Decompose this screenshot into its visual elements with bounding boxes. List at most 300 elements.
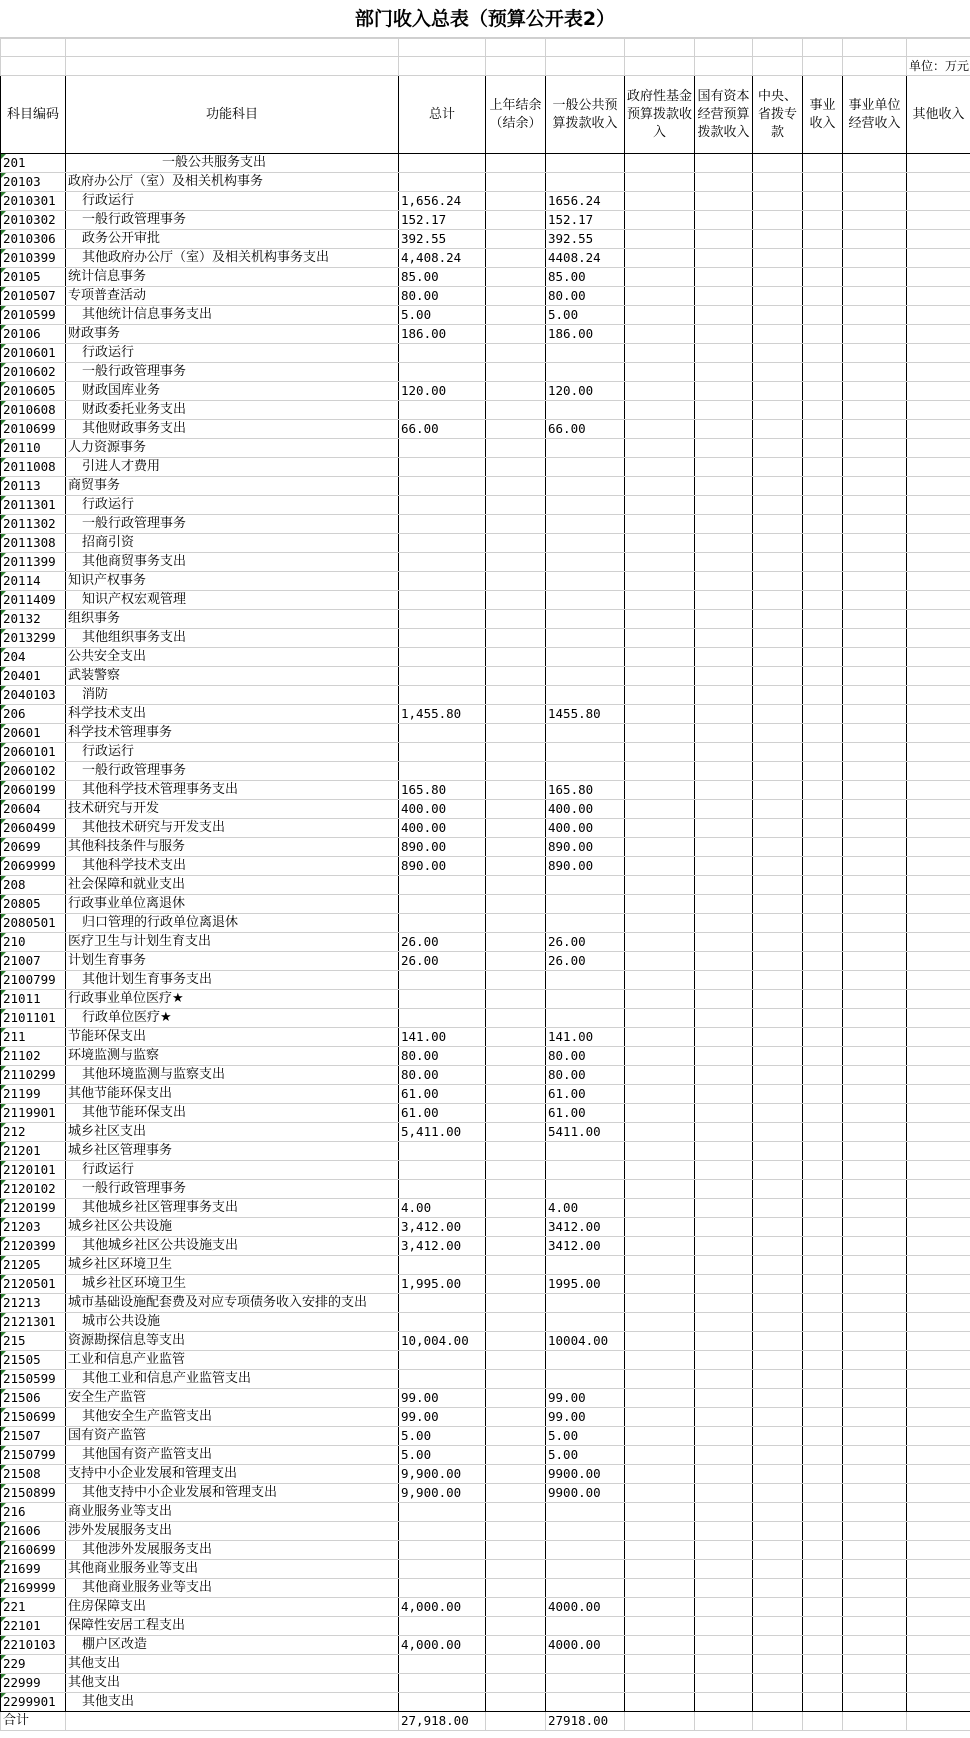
row-total: 4,000.00 xyxy=(399,1598,486,1617)
row-empty-cell xyxy=(803,192,843,211)
row-code: 2060499 xyxy=(1,819,66,838)
row-carryover xyxy=(486,1180,546,1199)
row-empty-cell xyxy=(843,1465,907,1484)
row-name: 行政事业单位医疗★ xyxy=(66,990,399,1009)
row-total xyxy=(399,496,486,515)
row-empty-cell xyxy=(907,192,970,211)
row-empty-cell xyxy=(753,1503,803,1522)
row-empty-cell xyxy=(803,648,843,667)
row-name: 其他安全生产监管支出 xyxy=(66,1408,399,1427)
row-empty-cell xyxy=(753,705,803,724)
row-empty-cell xyxy=(803,781,843,800)
row-code: 2210103 xyxy=(1,1636,66,1655)
row-empty-cell xyxy=(753,743,803,762)
row-carryover xyxy=(486,1199,546,1218)
row-empty-cell xyxy=(843,192,907,211)
row-name: 其他涉外发展服务支出 xyxy=(66,1541,399,1560)
row-total xyxy=(399,1256,486,1275)
row-name: 其他节能环保支出 xyxy=(66,1104,399,1123)
row-empty-cell xyxy=(753,553,803,572)
row-empty-cell xyxy=(695,800,753,819)
row-carryover xyxy=(486,1047,546,1066)
row-carryover xyxy=(486,420,546,439)
row-empty-cell xyxy=(803,724,843,743)
row-empty-cell xyxy=(803,1351,843,1370)
row-total xyxy=(399,591,486,610)
row-name: 组织事务 xyxy=(66,610,399,629)
row-general-budget: 9900.00 xyxy=(546,1484,625,1503)
row-empty-cell xyxy=(843,1142,907,1161)
row-empty-cell xyxy=(695,781,753,800)
row-code: 2100799 xyxy=(1,971,66,990)
row-general-budget xyxy=(546,648,625,667)
row-total: 61.00 xyxy=(399,1104,486,1123)
row-empty-cell xyxy=(695,1313,753,1332)
row-empty-cell xyxy=(753,1142,803,1161)
header-function: 功能科目 xyxy=(66,76,399,154)
row-empty-cell xyxy=(803,1693,843,1712)
row-empty-cell xyxy=(625,1617,695,1636)
row-empty-cell xyxy=(907,325,970,344)
table-body xyxy=(1,154,970,1712)
row-empty-cell xyxy=(803,914,843,933)
table-row xyxy=(1,1313,970,1332)
row-total xyxy=(399,401,486,420)
header-gov-fund: 政府性基金预算拨款收入 xyxy=(625,76,695,154)
row-empty-cell xyxy=(843,249,907,268)
row-empty-cell xyxy=(695,1389,753,1408)
table-row xyxy=(1,211,970,230)
row-empty-cell xyxy=(753,857,803,876)
row-empty-cell xyxy=(695,838,753,857)
row-code: 2120101 xyxy=(1,1161,66,1180)
row-empty-cell xyxy=(695,1636,753,1655)
row-empty-cell xyxy=(803,1370,843,1389)
row-code: 2060101 xyxy=(1,743,66,762)
row-empty-cell xyxy=(843,952,907,971)
row-empty-cell xyxy=(907,268,970,287)
row-total xyxy=(399,439,486,458)
row-empty-cell xyxy=(625,268,695,287)
row-empty-cell xyxy=(753,1522,803,1541)
row-empty-cell xyxy=(695,857,753,876)
row-name: 行政运行 xyxy=(66,192,399,211)
row-empty-cell xyxy=(843,933,907,952)
row-total xyxy=(399,477,486,496)
row-empty-cell xyxy=(695,1180,753,1199)
row-empty-cell xyxy=(625,401,695,420)
row-general-budget xyxy=(546,154,625,173)
row-general-budget xyxy=(546,1351,625,1370)
row-name: 计划生育事务 xyxy=(66,952,399,971)
row-total: 80.00 xyxy=(399,287,486,306)
row-empty-cell xyxy=(625,496,695,515)
row-empty-cell xyxy=(843,1427,907,1446)
row-empty-cell xyxy=(843,1199,907,1218)
row-empty-cell xyxy=(907,667,970,686)
row-empty-cell xyxy=(907,249,970,268)
row-empty-cell xyxy=(695,1104,753,1123)
header-central-provincial: 中央、省拨专款 xyxy=(753,76,803,154)
row-total xyxy=(399,990,486,1009)
row-carryover xyxy=(486,496,546,515)
row-carryover xyxy=(486,876,546,895)
table-row xyxy=(1,952,970,971)
row-empty-cell xyxy=(907,344,970,363)
table-row xyxy=(1,1674,970,1693)
row-code: 21699 xyxy=(1,1560,66,1579)
row-code: 2080501 xyxy=(1,914,66,933)
row-name: 城市公共设施 xyxy=(66,1313,399,1332)
row-name: 统计信息事务 xyxy=(66,268,399,287)
row-empty-cell xyxy=(625,458,695,477)
row-carryover xyxy=(486,1294,546,1313)
header-state-capital: 国有资本经营预算拨款收入 xyxy=(695,76,753,154)
row-name: 行政单位医疗★ xyxy=(66,1009,399,1028)
row-empty-cell xyxy=(695,230,753,249)
row-empty-cell xyxy=(625,591,695,610)
row-general-budget xyxy=(546,1142,625,1161)
total-row xyxy=(1,1712,970,1731)
row-empty-cell xyxy=(695,895,753,914)
row-general-budget xyxy=(546,1161,625,1180)
total-label: 合计 xyxy=(1,1712,66,1731)
row-empty-cell xyxy=(907,1085,970,1104)
row-empty-cell xyxy=(843,1598,907,1617)
row-code: 20132 xyxy=(1,610,66,629)
row-empty-cell xyxy=(907,1598,970,1617)
row-total xyxy=(399,762,486,781)
row-empty-cell xyxy=(803,762,843,781)
row-name: 知识产权事务 xyxy=(66,572,399,591)
row-empty-cell xyxy=(625,1275,695,1294)
table-row xyxy=(1,629,970,648)
row-code: 20105 xyxy=(1,268,66,287)
row-name: 医疗卫生与计划生育支出 xyxy=(66,933,399,952)
row-name: 行政运行 xyxy=(66,344,399,363)
row-empty-cell xyxy=(843,344,907,363)
row-empty-cell xyxy=(753,496,803,515)
row-total: 99.00 xyxy=(399,1408,486,1427)
row-total: 890.00 xyxy=(399,838,486,857)
row-empty-cell xyxy=(625,914,695,933)
row-name: 一般行政管理事务 xyxy=(66,1180,399,1199)
row-empty-cell xyxy=(803,1446,843,1465)
row-total xyxy=(399,458,486,477)
row-empty-cell xyxy=(695,287,753,306)
row-carryover xyxy=(486,914,546,933)
row-name: 行政事业单位离退休 xyxy=(66,895,399,914)
row-empty-cell xyxy=(625,933,695,952)
row-empty-cell xyxy=(625,990,695,1009)
row-code: 2011399 xyxy=(1,553,66,572)
row-empty-cell xyxy=(803,553,843,572)
table-row xyxy=(1,1541,970,1560)
row-empty-cell xyxy=(843,667,907,686)
row-general-budget: 5.00 xyxy=(546,1427,625,1446)
row-empty-cell xyxy=(843,173,907,192)
row-empty-cell xyxy=(803,667,843,686)
header-business-income: 事业收入 xyxy=(803,76,843,154)
table-row xyxy=(1,401,970,420)
row-carryover xyxy=(486,1313,546,1332)
row-empty-cell xyxy=(803,420,843,439)
row-empty-cell xyxy=(695,344,753,363)
row-general-budget: 1995.00 xyxy=(546,1275,625,1294)
row-name: 安全生产监管 xyxy=(66,1389,399,1408)
row-empty-cell xyxy=(843,1028,907,1047)
row-empty-cell xyxy=(625,800,695,819)
row-empty-cell xyxy=(753,1541,803,1560)
row-empty-cell xyxy=(843,306,907,325)
row-carryover xyxy=(486,1465,546,1484)
table-row xyxy=(1,990,970,1009)
row-empty-cell xyxy=(753,1104,803,1123)
row-empty-cell xyxy=(843,401,907,420)
row-empty-cell xyxy=(695,306,753,325)
row-empty-cell xyxy=(753,971,803,990)
row-empty-cell xyxy=(803,211,843,230)
table-row xyxy=(1,857,970,876)
row-empty-cell xyxy=(625,325,695,344)
row-total xyxy=(399,1161,486,1180)
row-empty-cell xyxy=(753,1636,803,1655)
row-empty-cell xyxy=(803,800,843,819)
row-carryover xyxy=(486,1655,546,1674)
row-name: 技术研究与开发 xyxy=(66,800,399,819)
row-empty-cell xyxy=(803,382,843,401)
row-general-budget xyxy=(546,990,625,1009)
row-empty-cell xyxy=(695,572,753,591)
row-empty-cell xyxy=(803,1009,843,1028)
row-empty-cell xyxy=(907,230,970,249)
row-name: 棚户区改造 xyxy=(66,1636,399,1655)
row-empty-cell xyxy=(695,1009,753,1028)
row-empty-cell xyxy=(803,1579,843,1598)
row-empty-cell xyxy=(625,1389,695,1408)
table-row xyxy=(1,1123,970,1142)
row-empty-cell xyxy=(695,686,753,705)
row-empty-cell xyxy=(843,458,907,477)
row-carryover xyxy=(486,800,546,819)
table-row xyxy=(1,154,970,173)
row-code: 20604 xyxy=(1,800,66,819)
row-empty-cell xyxy=(753,1294,803,1313)
row-empty-cell xyxy=(695,1047,753,1066)
row-empty-cell xyxy=(753,914,803,933)
row-total: 400.00 xyxy=(399,800,486,819)
row-name: 财政国库业务 xyxy=(66,382,399,401)
table-row xyxy=(1,363,970,382)
row-empty-cell xyxy=(803,876,843,895)
table-row xyxy=(1,1028,970,1047)
row-empty-cell xyxy=(753,268,803,287)
row-empty-cell xyxy=(753,686,803,705)
row-empty-cell xyxy=(625,876,695,895)
row-carryover xyxy=(486,534,546,553)
row-empty-cell xyxy=(803,1180,843,1199)
row-total xyxy=(399,743,486,762)
row-empty-cell xyxy=(625,724,695,743)
row-empty-cell xyxy=(843,287,907,306)
row-name: 城乡社区环境卫生 xyxy=(66,1256,399,1275)
row-code: 2011409 xyxy=(1,591,66,610)
row-empty-cell xyxy=(625,667,695,686)
row-empty-cell xyxy=(843,553,907,572)
row-empty-cell xyxy=(625,1294,695,1313)
row-general-budget xyxy=(546,762,625,781)
row-name: 其他城乡社区公共设施支出 xyxy=(66,1237,399,1256)
row-name: 其他支出 xyxy=(66,1693,399,1712)
row-empty-cell xyxy=(753,990,803,1009)
row-general-budget: 890.00 xyxy=(546,838,625,857)
row-name: 科学技术管理事务 xyxy=(66,724,399,743)
row-empty-cell xyxy=(625,553,695,572)
table-row xyxy=(1,876,970,895)
row-code: 21507 xyxy=(1,1427,66,1446)
table-row xyxy=(1,230,970,249)
row-empty-cell xyxy=(843,496,907,515)
row-empty-cell xyxy=(803,306,843,325)
row-name: 其他商贸事务支出 xyxy=(66,553,399,572)
row-empty-cell xyxy=(695,1066,753,1085)
table-row xyxy=(1,1465,970,1484)
row-code: 2010602 xyxy=(1,363,66,382)
table-row xyxy=(1,1294,970,1313)
table-row xyxy=(1,1446,970,1465)
table-row xyxy=(1,1256,970,1275)
row-general-budget: 99.00 xyxy=(546,1408,625,1427)
row-total xyxy=(399,1313,486,1332)
row-empty-cell xyxy=(695,1218,753,1237)
row-empty-cell xyxy=(695,173,753,192)
row-general-budget xyxy=(546,1693,625,1712)
row-total xyxy=(399,534,486,553)
row-empty-cell xyxy=(907,1636,970,1655)
row-empty-cell xyxy=(695,1693,753,1712)
row-empty-cell xyxy=(803,952,843,971)
row-code: 2040103 xyxy=(1,686,66,705)
row-empty-cell xyxy=(753,1009,803,1028)
row-code: 2120501 xyxy=(1,1275,66,1294)
row-empty-cell xyxy=(753,1275,803,1294)
row-general-budget: 5411.00 xyxy=(546,1123,625,1142)
row-empty-cell xyxy=(625,363,695,382)
row-empty-cell xyxy=(753,1579,803,1598)
row-general-budget: 80.00 xyxy=(546,1047,625,1066)
row-empty-cell xyxy=(625,610,695,629)
row-empty-cell xyxy=(803,1674,843,1693)
row-general-budget xyxy=(546,173,625,192)
row-code: 215 xyxy=(1,1332,66,1351)
row-empty-cell xyxy=(625,154,695,173)
row-empty-cell xyxy=(753,1484,803,1503)
row-total: 5.00 xyxy=(399,1446,486,1465)
row-name: 保障性安居工程支出 xyxy=(66,1617,399,1636)
row-carryover xyxy=(486,192,546,211)
row-empty-cell xyxy=(753,800,803,819)
row-empty-cell xyxy=(907,1503,970,1522)
row-total xyxy=(399,895,486,914)
row-empty-cell xyxy=(753,515,803,534)
row-empty-cell xyxy=(843,1294,907,1313)
row-empty-cell xyxy=(803,1275,843,1294)
row-empty-cell xyxy=(803,1389,843,1408)
row-empty-cell xyxy=(907,534,970,553)
row-code: 20601 xyxy=(1,724,66,743)
row-empty-cell xyxy=(695,1294,753,1313)
row-code: 20103 xyxy=(1,173,66,192)
row-carryover xyxy=(486,762,546,781)
row-empty-cell xyxy=(695,1503,753,1522)
row-empty-cell xyxy=(695,1541,753,1560)
row-empty-cell xyxy=(907,1237,970,1256)
table-row xyxy=(1,1655,970,1674)
row-empty-cell xyxy=(803,1237,843,1256)
row-carryover xyxy=(486,287,546,306)
row-total xyxy=(399,1351,486,1370)
row-name: 其他支出 xyxy=(66,1674,399,1693)
row-empty-cell xyxy=(753,1389,803,1408)
header-code: 科目编码 xyxy=(1,76,66,154)
row-empty-cell xyxy=(843,1085,907,1104)
row-empty-cell xyxy=(625,1161,695,1180)
row-empty-cell xyxy=(843,1332,907,1351)
row-empty-cell xyxy=(803,325,843,344)
row-code: 221 xyxy=(1,1598,66,1617)
row-empty-cell xyxy=(843,1009,907,1028)
table-row xyxy=(1,1636,970,1655)
row-empty-cell xyxy=(695,1275,753,1294)
row-empty-cell xyxy=(803,1294,843,1313)
row-total: 890.00 xyxy=(399,857,486,876)
row-general-budget xyxy=(546,515,625,534)
row-total: 5.00 xyxy=(399,1427,486,1446)
row-empty-cell xyxy=(695,363,753,382)
row-empty-cell xyxy=(803,1218,843,1237)
row-name: 其他商业服务业等支出 xyxy=(66,1560,399,1579)
row-empty-cell xyxy=(803,458,843,477)
row-empty-cell xyxy=(625,1446,695,1465)
row-code: 2150699 xyxy=(1,1408,66,1427)
row-empty-cell xyxy=(753,1370,803,1389)
row-empty-cell xyxy=(753,382,803,401)
row-carryover xyxy=(486,952,546,971)
row-empty-cell xyxy=(803,1655,843,1674)
row-empty-cell xyxy=(907,686,970,705)
row-code: 210 xyxy=(1,933,66,952)
row-general-budget: 3412.00 xyxy=(546,1218,625,1237)
row-empty-cell xyxy=(695,154,753,173)
row-empty-cell xyxy=(843,838,907,857)
row-empty-cell xyxy=(907,496,970,515)
row-empty-cell xyxy=(695,382,753,401)
header-total: 总计 xyxy=(399,76,486,154)
row-empty-cell xyxy=(803,591,843,610)
row-empty-cell xyxy=(753,325,803,344)
row-carryover xyxy=(486,1427,546,1446)
table-row xyxy=(1,819,970,838)
row-empty-cell xyxy=(625,686,695,705)
row-empty-cell xyxy=(907,591,970,610)
row-empty-cell xyxy=(625,1199,695,1218)
row-general-budget: 4.00 xyxy=(546,1199,625,1218)
row-empty-cell xyxy=(753,211,803,230)
row-empty-cell xyxy=(753,230,803,249)
row-carryover xyxy=(486,173,546,192)
row-code: 21102 xyxy=(1,1047,66,1066)
row-empty-cell xyxy=(907,306,970,325)
